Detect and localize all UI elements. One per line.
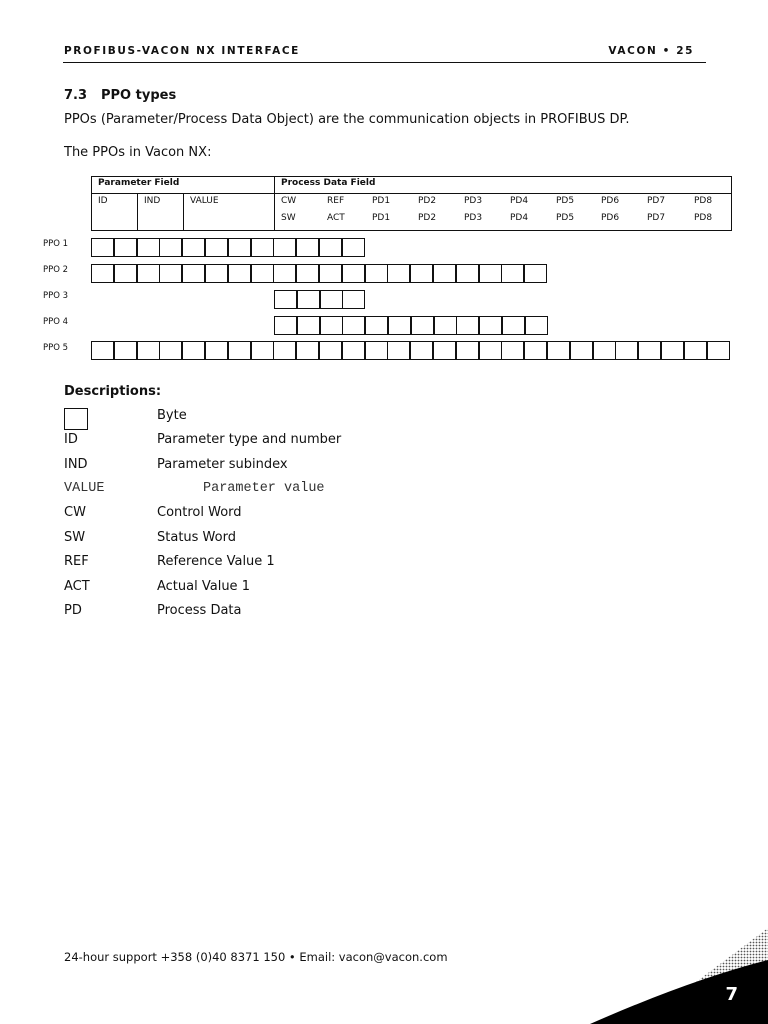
ppo-2-byte: [159, 264, 182, 283]
process-col-top-7: PD5: [556, 196, 575, 206]
descriptions-heading: Descriptions:: [64, 384, 162, 399]
col-id: ID: [98, 196, 108, 206]
desc-def-byte: Byte: [157, 408, 187, 423]
process-col-bottom-4: PD2: [418, 213, 437, 223]
ppo-1-byte: [114, 238, 137, 257]
lead-paragraph: The PPOs in Vacon NX:: [64, 145, 212, 160]
col-ind: IND: [144, 196, 161, 206]
desc-def-act: Actual Value 1: [157, 579, 250, 594]
process-col-bottom-2: ACT: [327, 213, 345, 223]
desc-def-ind: Parameter subindex: [157, 457, 288, 472]
ppo-5-byte: [228, 341, 251, 360]
desc-term-sw: SW: [64, 530, 86, 545]
ppo-5-byte: [273, 341, 296, 360]
ppo-5-byte: [410, 341, 433, 360]
ppo-label-4: PPO 4: [43, 317, 69, 327]
ppo-label-1: PPO 1: [43, 239, 69, 249]
process-field-title: Process Data Field: [281, 178, 376, 188]
ppo-2-byte: [501, 264, 524, 283]
process-col-top-5: PD3: [464, 196, 483, 206]
ppo-4-byte: [502, 316, 525, 335]
black-corner-shape: [590, 960, 768, 1024]
desc-def-cw: Control Word: [157, 505, 242, 520]
ppo-label-5: PPO 5: [43, 343, 69, 353]
page-number: 7: [725, 984, 738, 1005]
process-col-top-6: PD4: [510, 196, 529, 206]
ppo-2-byte: [228, 264, 251, 283]
ppo-1-byte: [296, 238, 319, 257]
ppo-5-byte: [501, 341, 524, 360]
ppo-3-byte: [297, 290, 320, 309]
section-title: PPO types: [101, 88, 177, 103]
ppo-2-byte: [456, 264, 479, 283]
ppo-2-byte: [137, 264, 160, 283]
ppo-2-byte: [114, 264, 137, 283]
ppo-1-byte: [251, 238, 274, 257]
ppo-label-3: PPO 3: [43, 291, 69, 301]
running-header-page: VACON • 25: [608, 45, 694, 57]
desc-def-pd: Process Data: [157, 603, 242, 618]
byte-legend-box: [64, 408, 88, 430]
ppo-3-byte: [274, 290, 297, 309]
ppo-5-byte: [387, 341, 410, 360]
ppo-2-byte: [182, 264, 205, 283]
ppo-4-byte: [388, 316, 411, 335]
ppo-5-byte: [456, 341, 479, 360]
ppo-5-byte: [342, 341, 365, 360]
ppo-1-byte: [159, 238, 182, 257]
desc-term-cw: CW: [64, 505, 86, 520]
ppo-3-byte: [342, 290, 365, 309]
ppo-2-byte: [387, 264, 410, 283]
ppo-1-byte: [273, 238, 296, 257]
parameter-field-title: Parameter Field: [98, 178, 180, 188]
intro-paragraph: PPOs (Parameter/Process Data Object) are the communication objects in PROFIBUS DP.: [64, 112, 630, 127]
ppo-5-byte: [114, 341, 137, 360]
ppo-1-byte: [228, 238, 251, 257]
ppo-2-byte: [91, 264, 114, 283]
header-rule: [63, 62, 706, 63]
ppo-5-byte: [137, 341, 160, 360]
ppo-5-byte: [479, 341, 502, 360]
desc-term-ref: REF: [64, 554, 89, 569]
ppo-1-byte: [342, 238, 365, 257]
process-col-bottom-1: SW: [281, 213, 296, 223]
ppo-3-byte: [320, 290, 343, 309]
ppo-1-byte: [319, 238, 342, 257]
process-col-bottom-6: PD4: [510, 213, 529, 223]
process-col-top-9: PD7: [647, 196, 666, 206]
process-col-bottom-7: PD5: [556, 213, 575, 223]
ppo-5-byte: [615, 341, 638, 360]
process-col-top-8: PD6: [601, 196, 620, 206]
ppo-4-byte: [274, 316, 297, 335]
desc-def-sw: Status Word: [157, 530, 236, 545]
process-col-top-2: REF: [327, 196, 345, 206]
ppo-2-byte: [273, 264, 296, 283]
ppo-5-byte: [593, 341, 616, 360]
ppo-5-byte: [251, 341, 274, 360]
process-col-top-1: CW: [281, 196, 297, 206]
ppo-4-byte: [525, 316, 548, 335]
corner-decoration: [560, 920, 768, 1024]
ppo-5-byte: [684, 341, 707, 360]
ppo-5-byte: [159, 341, 182, 360]
field-divider: [274, 176, 275, 231]
ppo-5-byte: [319, 341, 342, 360]
ppo-5-byte: [570, 341, 593, 360]
ppo-1-byte: [182, 238, 205, 257]
ppo-2-byte: [205, 264, 228, 283]
running-header-title: PROFIBUS-VACON NX INTERFACE: [64, 45, 300, 57]
ppo-2-byte: [319, 264, 342, 283]
ppo-5-byte: [524, 341, 547, 360]
ppo-2-byte: [410, 264, 433, 283]
ppo-4-byte: [434, 316, 457, 335]
ppo-2-byte: [524, 264, 547, 283]
process-col-bottom-8: PD6: [601, 213, 620, 223]
table-frame: [91, 176, 732, 231]
ppo-2-byte: [296, 264, 319, 283]
ppo-5-byte: [638, 341, 661, 360]
desc-def-ref: Reference Value 1: [157, 554, 275, 569]
col-divider-ind: [183, 193, 184, 231]
ppo-4-byte: [342, 316, 365, 335]
ppo-5-byte: [547, 341, 570, 360]
footer-support: 24-hour support +358 (0)40 8371 150 • Email: vacon@vacon.com: [64, 950, 448, 964]
desc-term-pd: PD: [64, 603, 82, 618]
ppo-4-byte: [297, 316, 320, 335]
ppo-2-byte: [342, 264, 365, 283]
process-col-bottom-5: PD3: [464, 213, 483, 223]
ppo-1-byte: [205, 238, 228, 257]
process-col-top-3: PD1: [372, 196, 391, 206]
desc-term-id: ID: [64, 432, 78, 447]
ppo-2-byte: [365, 264, 388, 283]
ppo-4-byte: [479, 316, 502, 335]
desc-term-value: VALUE: [64, 481, 105, 496]
section-number: 7.3: [64, 88, 88, 103]
desc-def-id: Parameter type and number: [157, 432, 342, 447]
process-col-bottom-3: PD1: [372, 213, 391, 223]
ppo-5-byte: [365, 341, 388, 360]
ppo-5-byte: [182, 341, 205, 360]
process-col-top-4: PD2: [418, 196, 437, 206]
process-col-top-10: PD8: [694, 196, 713, 206]
ppo-4-byte: [365, 316, 388, 335]
ppo-label-2: PPO 2: [43, 265, 69, 275]
ppo-2-byte: [479, 264, 502, 283]
ppo-4-byte: [456, 316, 479, 335]
ppo-2-byte: [433, 264, 456, 283]
ppo-5-byte: [296, 341, 319, 360]
ppo-5-byte: [433, 341, 456, 360]
process-col-bottom-10: PD8: [694, 213, 713, 223]
desc-def-value: Parameter value: [203, 481, 325, 496]
ppo-4-byte: [411, 316, 434, 335]
ppo-5-byte: [661, 341, 684, 360]
ppo-4-byte: [320, 316, 343, 335]
ppo-1-byte: [91, 238, 114, 257]
ppo-5-byte: [91, 341, 114, 360]
ppo-5-byte: [205, 341, 228, 360]
table-row-divider: [91, 193, 732, 194]
col-value: VALUE: [190, 196, 219, 206]
col-divider-id: [137, 193, 138, 231]
ppo-1-byte: [137, 238, 160, 257]
ppo-5-byte: [707, 341, 730, 360]
process-col-bottom-9: PD7: [647, 213, 666, 223]
desc-term-ind: IND: [64, 457, 88, 472]
desc-term-act: ACT: [64, 579, 90, 594]
ppo-2-byte: [251, 264, 274, 283]
